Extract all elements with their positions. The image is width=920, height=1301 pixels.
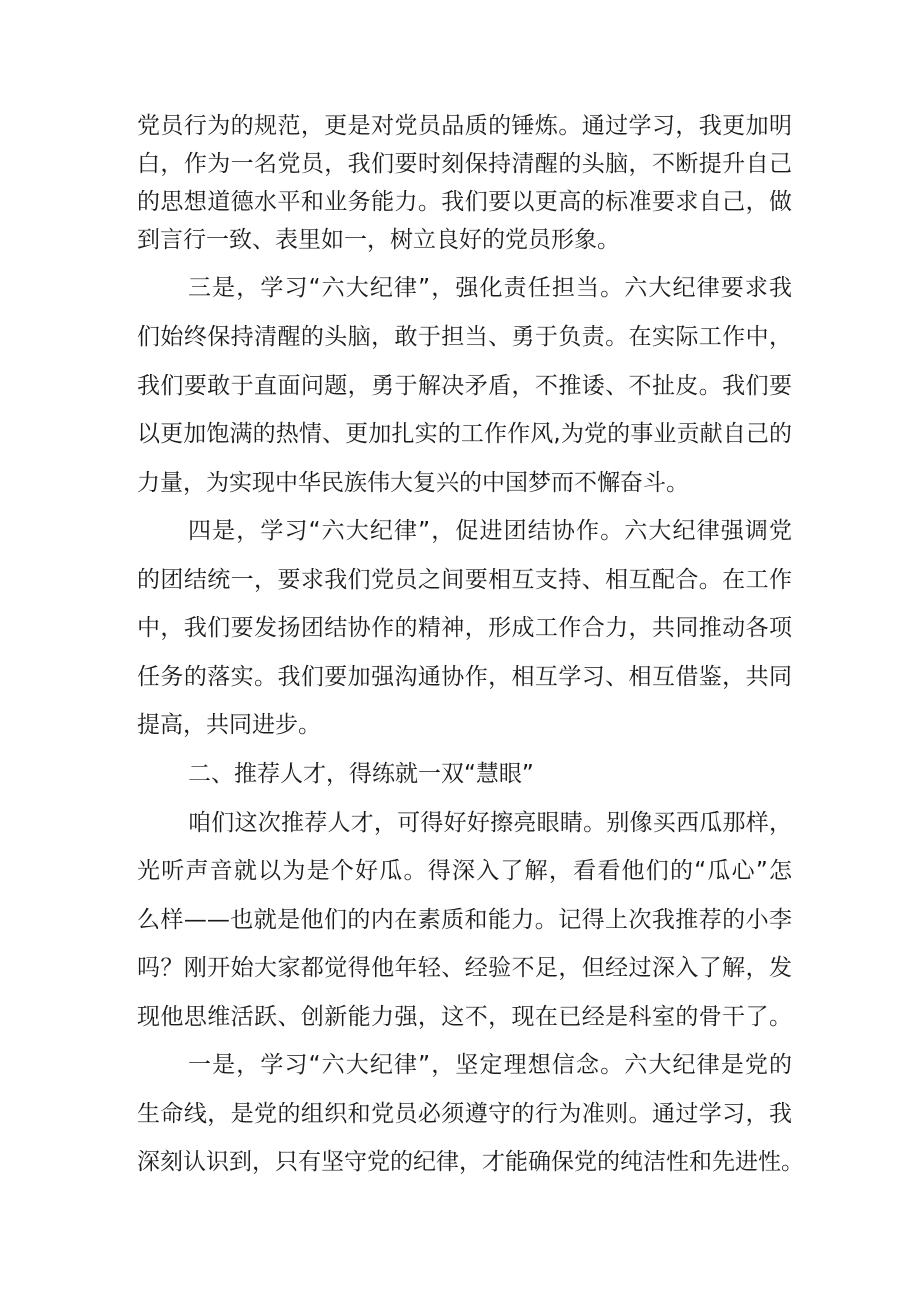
text-line: 么样——也就是他们的内在素质和能力。记得上次我推荐的小李 [137,907,792,933]
text-line: 四是，学习“六大纪律”，促进团结协作。六大纪律强调党 [188,518,792,544]
text-line: 力量，为实现中华民族伟大复兴的中国梦而不懈奋斗。 [137,470,689,496]
text-line: 白，作为一名党员，我们要时刻保持清醒的头脑，不断提升自己 [137,151,792,177]
text-line: 党员行为的规范，更是对党员品质的锤炼。通过学习，我更加明 [137,113,792,139]
text-line: 中，我们要发扬团结协作的精神，形成工作合力，共同推动各项 [137,615,792,641]
text-line: 我们要敢于直面问题，勇于解决矛盾，不推诿、不扯皮。我们要 [137,373,792,399]
text-line: 任务的落实。我们要加强沟通协作，相互学习、相互借鉴，共同 [137,664,792,690]
text-line: 一是，学习“六大纪律”，坚定理想信念。六大纪律是党的 [188,1052,792,1078]
text-line: 的团结统一，要求我们党员之间要相互支持、相互配合。在工作 [137,567,792,593]
text-line: 深刻认识到，只有坚守党的纪律，才能确保党的纯洁性和先进性。 [137,1149,804,1175]
text-line: 现他思维活跃、创新能力强，这不，现在已经是科室的骨干了。 [137,1004,792,1030]
text-line: 咱们这次推荐人才，可得好好擦亮眼睛。别像买西瓜那样， [188,810,792,836]
text-line: 吗？刚开始大家都觉得他年轻、经验不足，但经过深入了解，发 [137,955,792,981]
text-line: 三是，学习“六大纪律”，强化责任担当。六大纪律要求我 [188,275,792,301]
text-line: 生命线，是党的组织和党员必须遵守的行为准则。通过学习，我 [137,1101,792,1127]
text-line: 光听声音就以为是个好瓜。得深入了解，看看他们的“瓜心”怎 [137,858,792,884]
text-line: 以更加饱满的热情、更加扎实的工作作风,为党的事业贡献自己的 [137,421,792,447]
text-line: 到言行一致、表里如一，树立良好的党员形象。 [137,227,620,253]
section-heading: 二、推荐人才，得练就一双“慧眼” [188,761,534,787]
text-line: 的思想道德水平和业务能力。我们要以更高的标准要求自己，做 [137,189,792,215]
text-line: 提高，共同进步。 [137,712,321,738]
text-line: 们始终保持清醒的头脑，敢于担当、勇于负责。在实际工作中， [137,324,792,350]
